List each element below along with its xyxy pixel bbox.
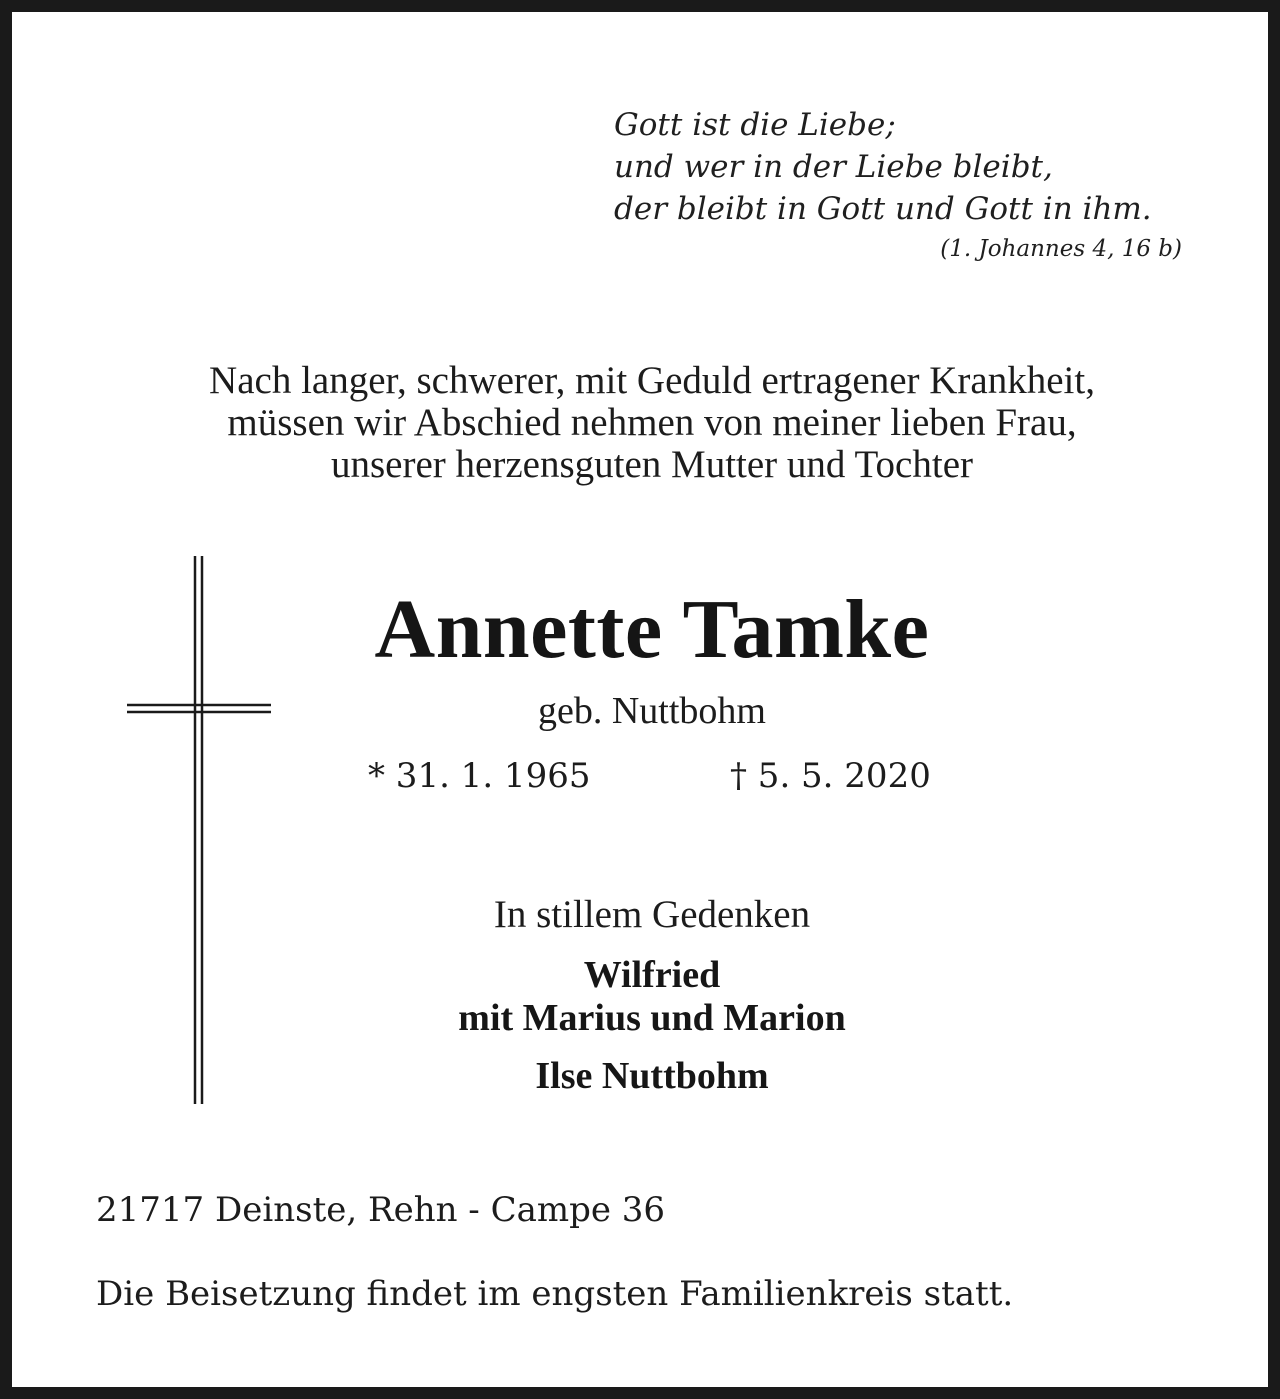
death-date: † 5. 5. 2020: [730, 756, 931, 796]
intro-text: [12, 360, 1280, 486]
mourner-name: Wilfried: [583, 954, 721, 996]
verse-line: der bleibt in Gott und Gott in ihm.: [614, 191, 1152, 227]
burial-note: Die Beisetzung findet im engsten Familienkreis statt.: [96, 1274, 1014, 1314]
mourner-name: mit Marius und Marion: [458, 997, 846, 1039]
maiden-name: geb. Nuttbohm: [538, 690, 766, 732]
mourner-name: Ilse Nuttbohm: [535, 1055, 769, 1097]
remembrance-heading: In stillem Gedenken: [493, 893, 811, 936]
intro-line: unserer herzensguten Mutter und Tochter: [331, 443, 973, 486]
verse-line: und wer in der Liebe bleibt,: [614, 149, 1053, 185]
birth-date: * 31. 1. 1965: [368, 756, 591, 796]
intro-line: müssen wir Abschied nehmen von meiner lieben Frau,: [227, 401, 1077, 444]
deceased-name: Annette Tamke: [374, 583, 930, 676]
intro-line: Nach langer, schwerer, mit Geduld ertragener Krankheit,: [209, 359, 1095, 402]
verse-line: Gott ist die Liebe;: [614, 107, 896, 143]
verse-reference: (1. Johannes 4, 16 b): [940, 236, 1182, 262]
family-address: 21717 Deinste, Rehn - Campe 36: [96, 1190, 666, 1230]
bible-verse: [614, 104, 1152, 230]
